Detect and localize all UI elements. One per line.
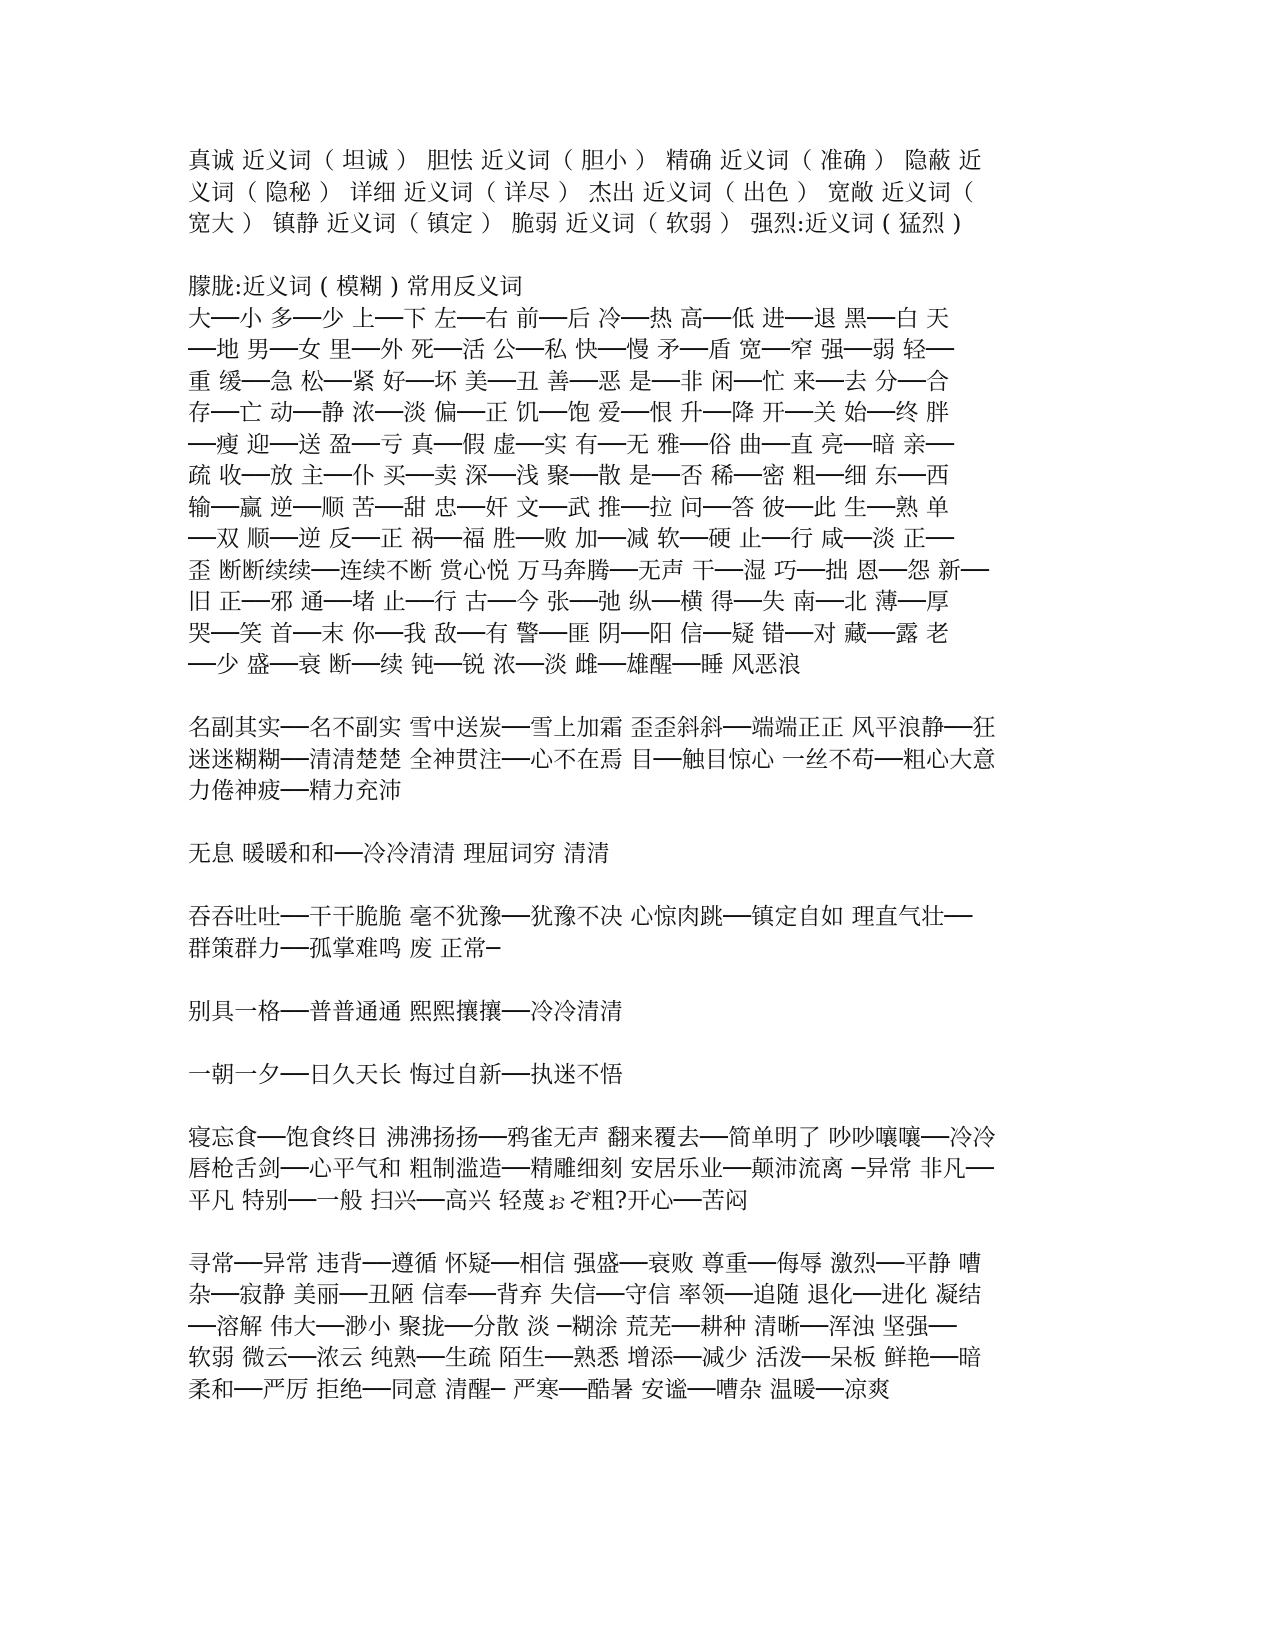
text-line: ──瘦 迎──送 盈──亏 真──假 虚──实 有──无 雅──俗 曲──直 亮──暗 亲── bbox=[188, 431, 955, 458]
paragraph-word-pairs bbox=[188, 1249, 1108, 1407]
paragraph-idioms bbox=[188, 713, 1108, 808]
text-line: 名副其实──名不副实 雪中送炭──雪上加霜 歪歪斜斜──端端正正 风平浪静──狂 bbox=[188, 715, 996, 741]
text-line: 旧 正──邪 通──堵 止──行 古──今 张──弛 纵──横 得──失 南──北 薄──厚 bbox=[188, 589, 950, 615]
text-line: 宽大 ） 镇静 近义词（ 镇定 ） 脆弱 近义词（ 软弱 ） 强烈:近义词 ( 猛烈 ) bbox=[188, 211, 962, 237]
paragraph-antonyms bbox=[188, 272, 1108, 682]
paragraph-gap bbox=[188, 1217, 1108, 1249]
text-line: 朦胧:近义词 ( 模糊 ) 常用反义词 bbox=[188, 274, 523, 300]
text-line: 存──亡 动──静 浓──淡 偏──正 饥──饱 爱──恨 升──降 开──关 始──终 胖 bbox=[188, 400, 950, 426]
text-line: 吞吞吐吐──干干脆脆 毫不犹豫──犹豫不决 心惊肉跳──镇定自如 理直气壮── bbox=[188, 904, 973, 930]
text-line: ──地 男──女 里──外 死──活 公──私 快──慢 矛──盾 宽──窄 强──弱 轻── bbox=[188, 337, 955, 363]
paragraph-gap bbox=[188, 808, 1108, 840]
paragraph-gap bbox=[188, 1091, 1108, 1123]
text-line: 歪 断断续续──连续不断 赏心悦 万马奔腾──无声 干──湿 巧──拙 恩──怨 新── bbox=[188, 557, 990, 584]
document-body bbox=[188, 146, 1108, 1406]
text-line: 柔和──严厉 拒绝──同意 清醒─ 严寒──酷暑 安谧──嘈杂 温暖──凉爽 bbox=[188, 1376, 891, 1403]
text-line: 杂──寂静 美丽──丑陋 信奉──背弃 失信──守信 率领──追随 退化──进化 凝结 bbox=[188, 1282, 982, 1308]
text-line: ──溶解 伟大──渺小 聚拢──分散 淡 ─糊涂 荒芜──耕种 清晰──浑浊 坚强── bbox=[188, 1313, 957, 1340]
text-line: 一朝一夕──日久天长 悔过自新──执迷不悟 bbox=[188, 1061, 623, 1088]
text-line: 真诚 近义词（ 坦诚 ） 胆怯 近义词（ 胆小 ） 精确 近义词（ 准确 ） 隐蔽 近 bbox=[188, 148, 982, 174]
text-line: 平凡 特别──一般 扫兴──高兴 轻蔑ぉぞ粗?开心──苦闷 bbox=[188, 1187, 749, 1214]
paragraph-gap bbox=[188, 871, 1108, 903]
text-line: 输──赢 逆──顺 苦──甜 忠──奸 文──武 推──拉 问──答 彼──此 生──熟 单 bbox=[188, 494, 950, 521]
text-line: 唇枪舌剑──心平气和 粗制滥造──精雕细刻 安居乐业──颠沛流离 ─异常 非凡── bbox=[188, 1156, 995, 1182]
text-line: 力倦神疲──精力充沛 bbox=[188, 778, 402, 804]
paragraph-gap bbox=[188, 1028, 1108, 1060]
paragraph-synonyms bbox=[188, 146, 1108, 241]
text-line: ──双 顺──逆 反──正 祸──福 胜──败 加──减 软──硬 止──行 咸──淡 正── bbox=[188, 526, 955, 552]
text-line: 群策群力──孤掌难鸣 废 正常─ bbox=[188, 935, 501, 962]
paragraph-idioms-3 bbox=[188, 902, 1108, 965]
text-line: 疏 收──放 主──仆 买──卖 深──浅 聚──散 是──否 稀──密 粗──细 东──西 bbox=[188, 463, 950, 489]
text-line: 哭──笑 首──末 你──我 敌──有 警──匪 阴──阳 信──疑 错──对 藏──露 老 bbox=[188, 620, 950, 647]
text-line: 寻常──异常 违背──遵循 怀疑──相信 强盛──衰败 尊重──侮辱 激烈──平静 嘈 bbox=[188, 1250, 982, 1277]
paragraph-idioms-2 bbox=[188, 839, 1108, 871]
text-line: 无息 暖暖和和──冷冷清清 理屈词穷 清清 bbox=[188, 841, 610, 867]
paragraph-gap bbox=[188, 241, 1108, 273]
text-line: 重 缓──急 松──紧 好──坏 美──丑 善──恶 是──非 闲──忙 来──去 分──合 bbox=[188, 368, 950, 395]
text-line: 软弱 微云──浓云 纯熟──生疏 陌生──熟悉 增添──减少 活泼──呆板 鲜艳──暗 bbox=[188, 1345, 982, 1371]
paragraph-gap bbox=[188, 965, 1108, 997]
paragraph-idioms-4 bbox=[188, 997, 1108, 1029]
text-line: 义词（ 隐秘 ） 详细 近义词（ 详尽 ） 杰出 近义词（ 出色 ） 宽敞 近义词（ bbox=[188, 179, 975, 206]
text-line: 寝忘食──饱食终日 沸沸扬扬──鸦雀无声 翻来覆去──简单明了 吵吵嚷嚷──冷冷 bbox=[188, 1124, 996, 1151]
paragraph-idioms-5 bbox=[188, 1060, 1108, 1092]
text-line: 大──小 多──少 上──下 左──右 前──后 冷──热 高──低 进──退 黑──白 天 bbox=[188, 305, 950, 332]
text-line: 别具一格──普普通通 熙熙攘攘──冷冷清清 bbox=[188, 998, 623, 1025]
paragraph-idioms-6 bbox=[188, 1123, 1108, 1218]
paragraph-gap bbox=[188, 682, 1108, 714]
text-line: ──少 盛──衰 断──续 钝──锐 浓──淡 雌──雄醒──睡 风恶浪 bbox=[188, 652, 801, 678]
text-line: 迷迷糊糊──清清楚楚 全神贯注──心不在焉 目──触目惊心 一丝不苟──粗心大意 bbox=[188, 746, 996, 773]
